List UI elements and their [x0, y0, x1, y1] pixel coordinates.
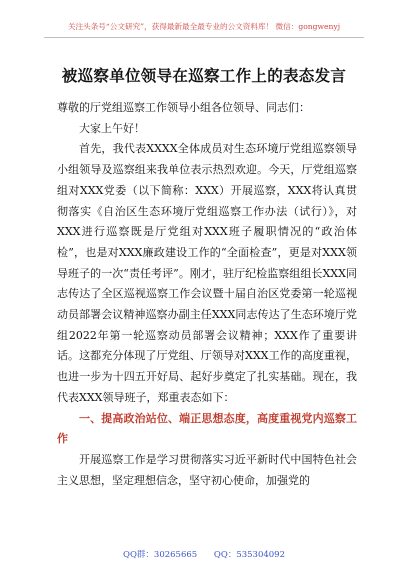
- header-note: 关注头条号“公文研究”，获得最新最全最专业的公文资料库！ 微信：gongwenyj: [67, 22, 341, 31]
- section-heading-1: 一、提高政治站位、端正思想态度，高度重视党内巡察工作: [57, 411, 357, 446]
- footer-contact: [0, 548, 408, 560]
- document-title: 被巡察单位领导在巡察工作上的表态发言: [61, 66, 347, 85]
- paragraph-opening: 首先，我代表XXXX全体成员对生态环境厅党组巡察领导小组领导及巡察组来我单位表示热烈欢迎。今天，厅党组巡察组对XXX党委（以下简称：XXX）开展巡察，XXX将认真贯彻落实《自治区生态环境厅党组巡察工作办法（试行）》，对XXX进行巡察既是厅党组对XXX班子履职情况的“政治体检”，也是对XXX廉政建设工作的“全面检查”，更是对XXX领导班子的一次“责任考评”。刚才，驻厅纪检监察组组长XXX同志传达了全区巡视巡察工作会议暨十届自治区党委第一轮巡视动员部署会议精神巡察办副主任XXX同志传达了生态环境厅党组2022年第一轮巡察动员部署会议精神；XXX作了重要讲话。这都充分体现了厅党组、厅领导对XXX工作的高度重视，也进一步为十四五开好局、起好步奠定了扎实基础。现在，我代表XXX领导班子，郑重表态如下：: [57, 142, 357, 404]
- greeting: 大家上午好！: [79, 121, 145, 135]
- salutation: 尊敬的厅党组巡察工作领导小组各位领导、同志们：: [57, 101, 310, 114]
- document-body: [57, 98, 357, 491]
- header-divider: [44, 37, 364, 38]
- paragraph-section-1: 开展巡察工作是学习贯彻落实习近平新时代中国特色社会主义思想，坚定理想信念，坚守初心使命，加强党的: [57, 452, 357, 487]
- footer-qq: QQ：535304092: [213, 550, 285, 560]
- footer-qq-group: QQ群：30265665: [122, 550, 198, 560]
